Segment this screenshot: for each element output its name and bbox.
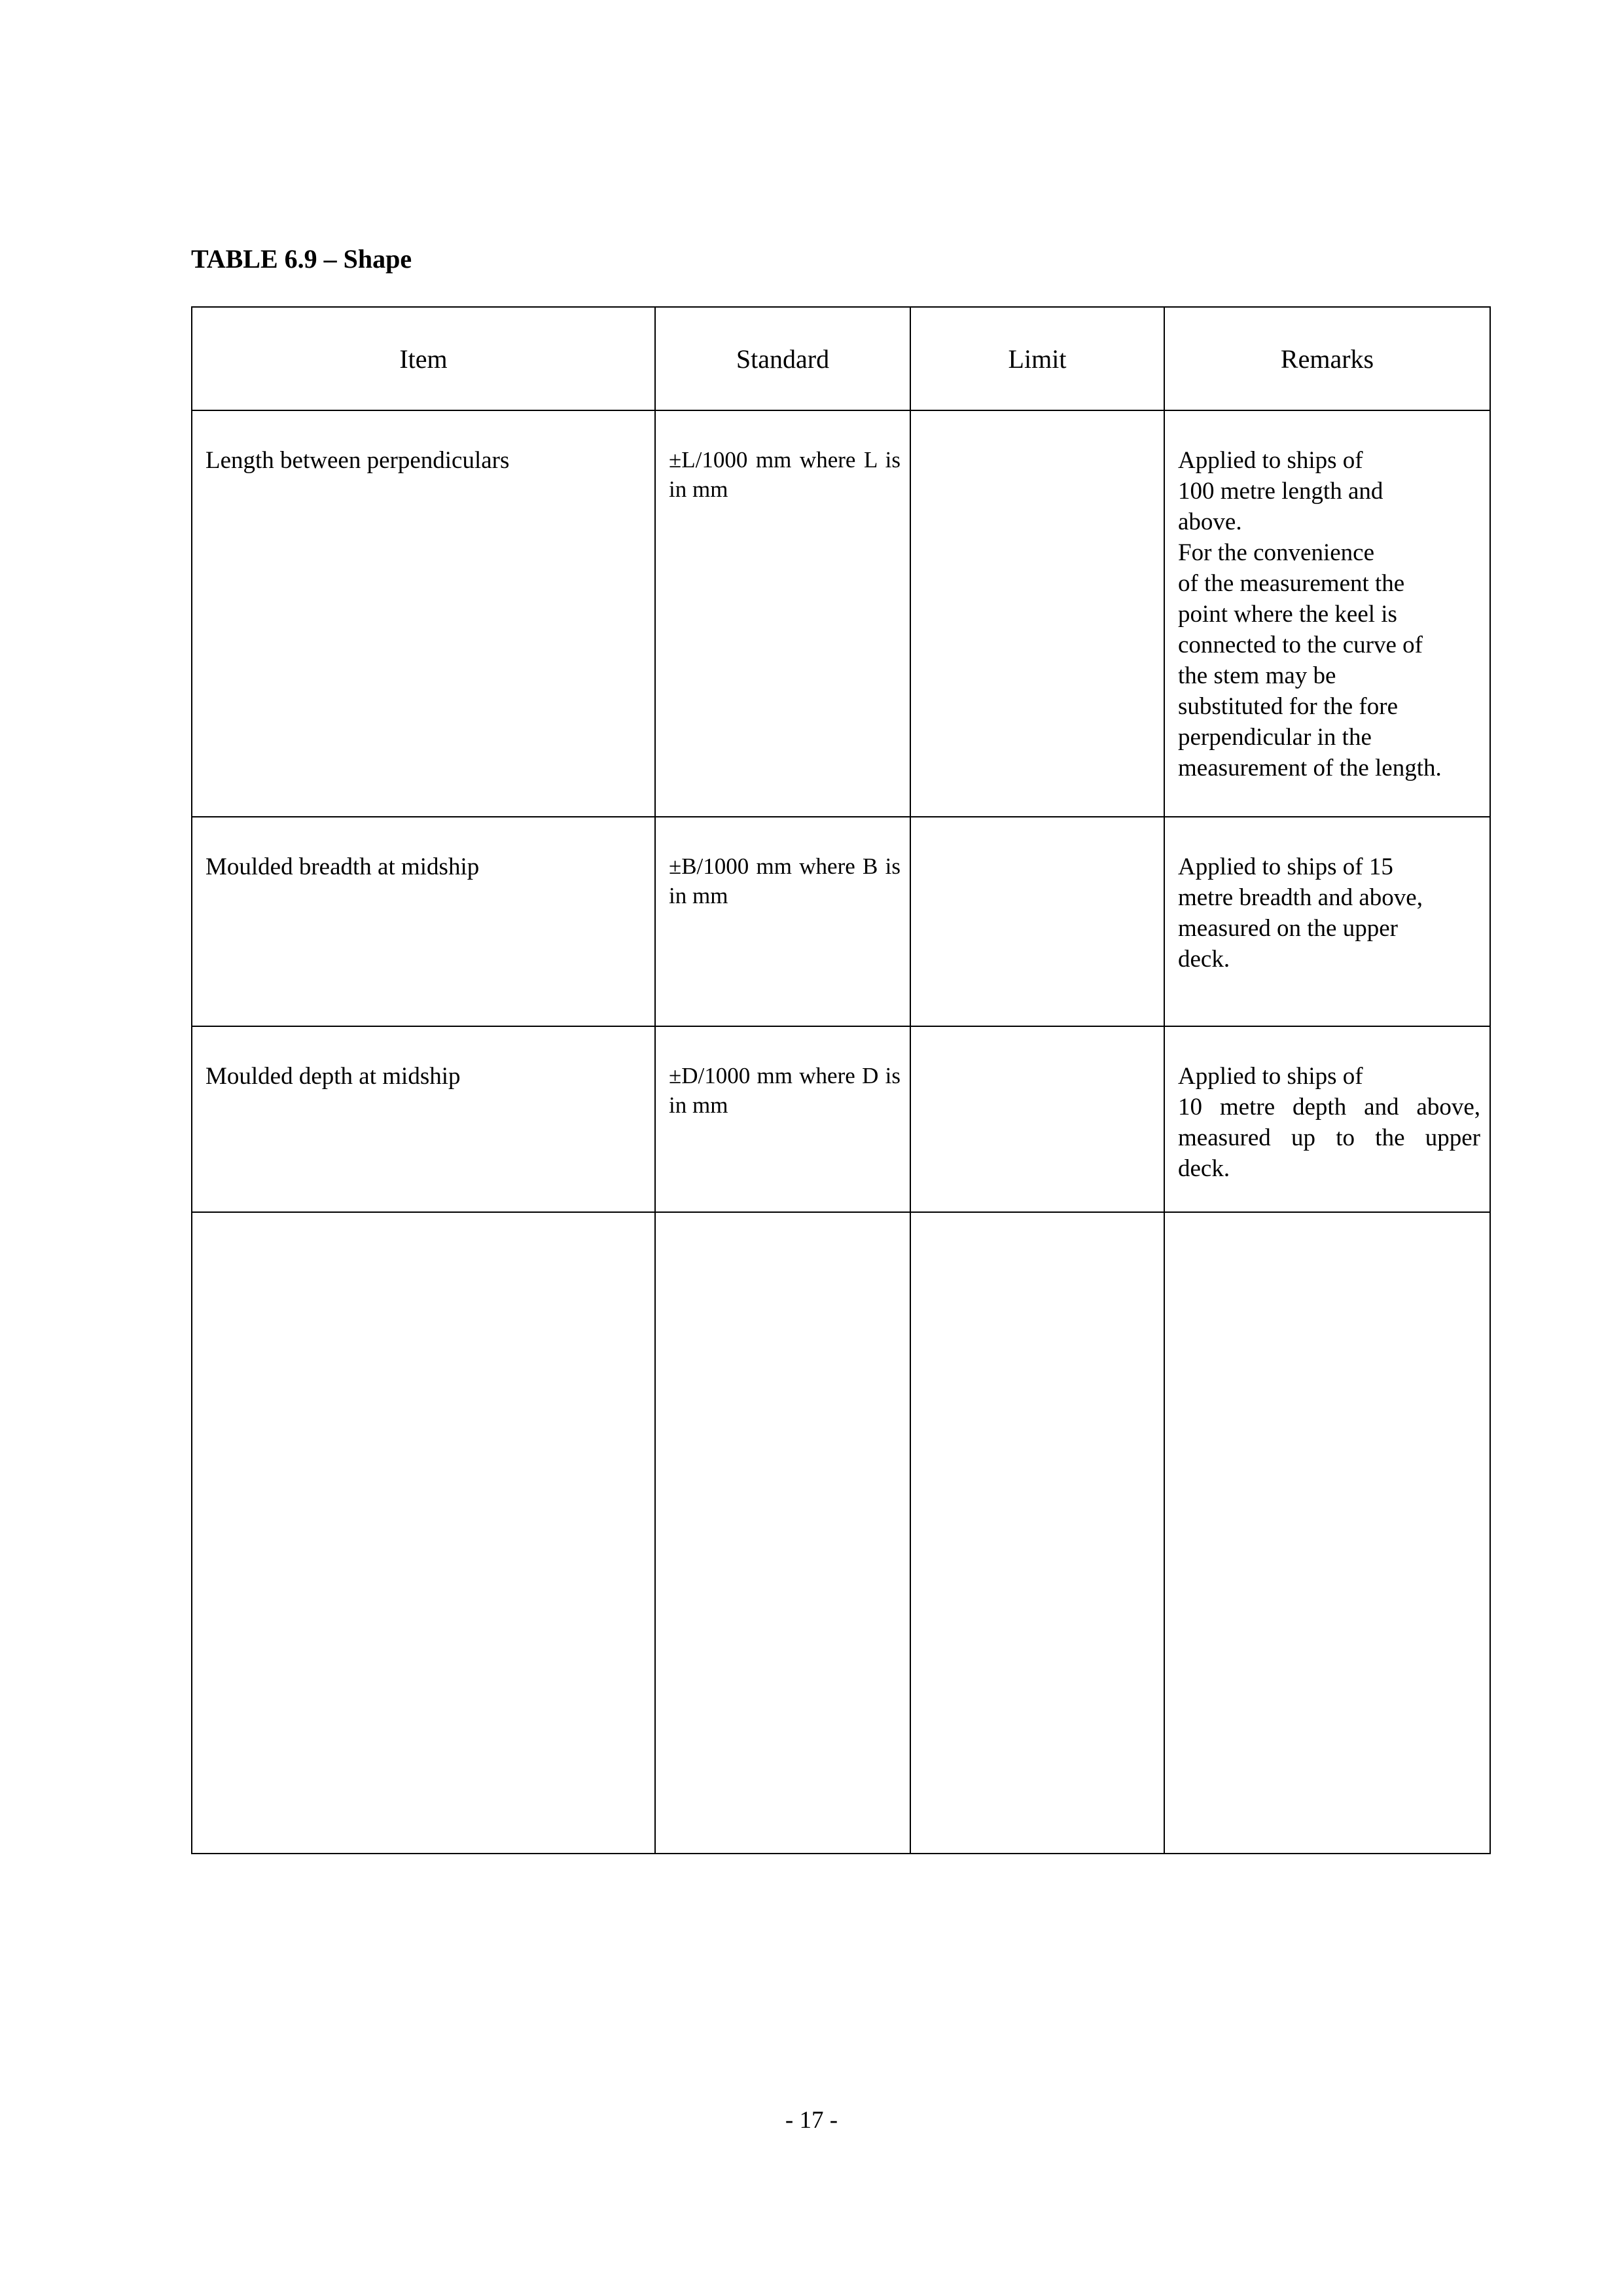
- table-row: [192, 817, 1490, 1026]
- standard-cell: [655, 1212, 910, 1854]
- remarks-line: measured on the upper: [1178, 915, 1398, 942]
- limit-cell: [910, 1212, 1164, 1854]
- limit-text: [911, 1027, 1164, 1061]
- remarks-line: substituted for the fore: [1178, 693, 1398, 720]
- table-row-empty: [192, 1212, 1490, 1854]
- item-cell: [192, 1026, 655, 1212]
- remarks-text: [1165, 1213, 1489, 1247]
- remarks-line: Applied to ships of: [1178, 1063, 1363, 1090]
- remarks-line: 100 metre length and: [1178, 478, 1383, 505]
- standard-cell: [655, 1026, 910, 1212]
- table-title: TABLE 6.9 – Shape: [191, 244, 412, 274]
- remarks-line: the stem may be: [1178, 662, 1336, 689]
- remarks-line: point where the keel is: [1178, 601, 1397, 628]
- remarks-text: [1165, 1027, 1489, 1184]
- remarks-line: measurement of the length.: [1178, 755, 1442, 781]
- item-cell: [192, 1212, 655, 1854]
- remarks-line: deck.: [1178, 946, 1230, 973]
- remarks-line: Applied to ships of: [1178, 447, 1363, 474]
- standard-cell: [655, 410, 910, 817]
- remarks-line: metre breadth and above,: [1178, 884, 1423, 911]
- remarks-justified: 10 metre depth and above, measured up to the upper deck.: [1178, 1094, 1480, 1182]
- table-header-row: [192, 307, 1490, 410]
- item-text: [192, 1213, 654, 1247]
- remarks-line: perpendicular in the: [1178, 724, 1372, 751]
- remarks-line: above.: [1178, 509, 1242, 535]
- remarks-cell: [1164, 410, 1490, 817]
- table-row: [192, 1026, 1490, 1212]
- remarks-text: [1165, 411, 1489, 783]
- standard-text: ±B/1000 mm where B is in mm: [669, 853, 901, 908]
- item-cell: [192, 410, 655, 817]
- remarks-text: [1165, 817, 1489, 975]
- item-text: Length between perpendiculars: [205, 447, 510, 474]
- remarks-cell: [1164, 1026, 1490, 1212]
- item-cell: [192, 817, 655, 1026]
- limit-text: [911, 817, 1164, 852]
- item-text: Moulded breadth at midship: [205, 853, 480, 880]
- standard-text: ±L/1000 mm where L is in mm: [669, 447, 901, 502]
- remarks-cell: [1164, 817, 1490, 1026]
- remarks-line: Applied to ships of 15: [1178, 853, 1393, 880]
- limit-cell: [910, 817, 1164, 1026]
- page-number: - 17 -: [785, 2107, 838, 2134]
- limit-cell: [910, 410, 1164, 817]
- header-item: Item: [192, 307, 655, 410]
- table-row: [192, 410, 1490, 817]
- remarks-line: connected to the curve of: [1178, 632, 1423, 658]
- header-remarks: Remarks: [1164, 307, 1490, 410]
- standard-text: [656, 1213, 910, 1247]
- item-text: Moulded depth at midship: [205, 1063, 461, 1090]
- limit-text: [911, 1213, 1164, 1247]
- remarks-line: For the convenience: [1178, 539, 1374, 566]
- header-standard: Standard: [655, 307, 910, 410]
- remarks-line: of the measurement the: [1178, 570, 1405, 597]
- standard-text: ±D/1000 mm where D is in mm: [669, 1063, 901, 1118]
- remarks-cell: [1164, 1212, 1490, 1854]
- header-limit: Limit: [910, 307, 1164, 410]
- limit-text: [911, 411, 1164, 445]
- limit-cell: [910, 1026, 1164, 1212]
- standard-cell: [655, 817, 910, 1026]
- shape-tolerance-table: [191, 306, 1491, 1854]
